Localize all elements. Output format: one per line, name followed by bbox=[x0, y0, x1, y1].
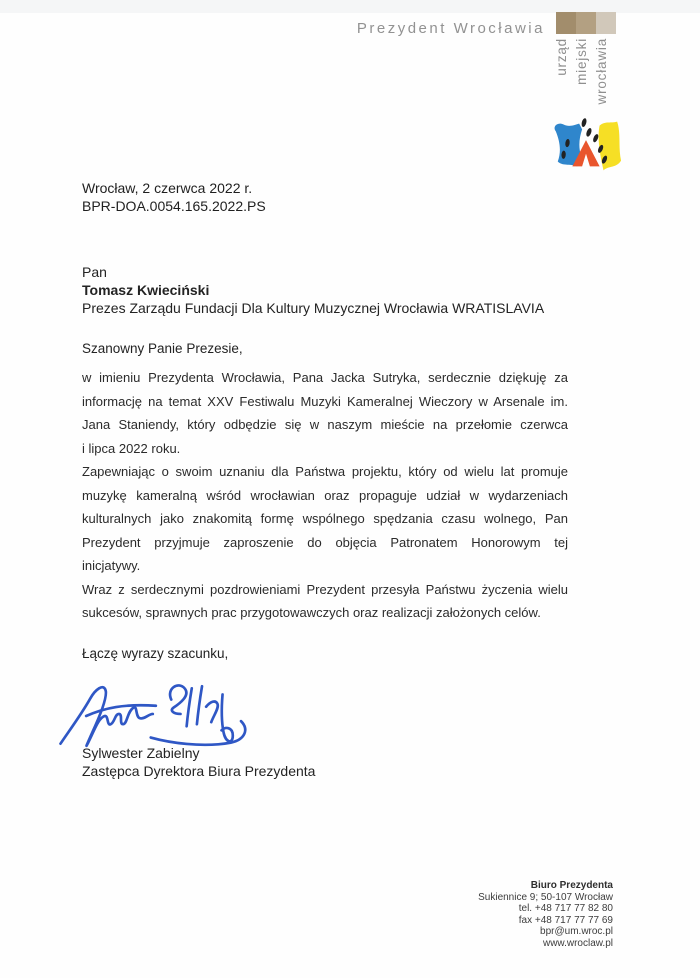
footer-email: bpr@um.wroc.pl bbox=[540, 926, 613, 937]
recipient-title: Prezes Zarządu Fundacji Dla Kultury Muzycznej Wrocławia WRATISLAVIA bbox=[82, 300, 545, 316]
body-line: Zapewniając o swoim uznaniu dla Państwa projektu, który od wielu lat promuje bbox=[82, 464, 568, 479]
greeting-line: Szanowny Panie Prezesie, bbox=[82, 341, 243, 356]
signature-svg bbox=[56, 676, 266, 756]
footer-department: Biuro Prezydenta bbox=[530, 880, 613, 891]
color-strip-segment-3 bbox=[596, 12, 616, 34]
recipient-block bbox=[82, 263, 544, 317]
wroclaw-city-logo-icon bbox=[549, 116, 623, 179]
vertical-word-miejski: miejski bbox=[574, 38, 589, 85]
recipient-prefix: Pan bbox=[82, 264, 107, 280]
place-and-date: Wrocław, 2 czerwca 2022 r. bbox=[82, 180, 253, 196]
recipient-name: Tomasz Kwieciński bbox=[82, 282, 210, 298]
signer-title: Zastępca Dyrektora Biura Prezydenta bbox=[82, 763, 316, 779]
sender-office-title: Prezydent Wrocławia bbox=[356, 20, 545, 37]
footer-website: www.wroclaw.pl bbox=[542, 937, 613, 949]
footer-contact-block bbox=[478, 880, 613, 949]
office-vertical-wordmark bbox=[555, 38, 615, 104]
header-color-strip bbox=[556, 12, 616, 34]
wroclaw-logo-svg bbox=[549, 116, 623, 174]
body-line: informację na temat XXV Festiwalu Muzyki Kameralnej Wieczory w Arsenale im. bbox=[82, 393, 568, 409]
signer-name: Sylwester Zabielny bbox=[82, 745, 200, 761]
color-strip-segment-1 bbox=[556, 12, 576, 34]
color-strip-segment-2 bbox=[576, 12, 596, 34]
body-line: kulturalnych jako znakomitą formę wspólnego spędzania czasu wolnego, Pan bbox=[82, 511, 568, 526]
letter-body bbox=[82, 366, 568, 625]
vertical-word-wroclawia: wrocławia bbox=[594, 38, 609, 105]
body-line: sukcesów, sprawnych prac przygotowawczych oraz realizacji założonych celów. bbox=[82, 605, 541, 620]
body-line: muzykę kameralną wśród wrocławian oraz propaguje udział w wydarzeniach bbox=[82, 487, 568, 503]
closing-line: Łączę wyrazy szacunku, bbox=[82, 646, 229, 661]
body-line: Jana Staniendy, który odbędzie się w naszym mieście na przełomie czerwca bbox=[82, 417, 568, 432]
footer-tel: tel. +48 717 77 82 80 bbox=[518, 903, 613, 914]
body-line: inicjatywy. bbox=[82, 558, 141, 573]
reference-number: BPR-DOA.0054.165.2022.PS bbox=[82, 198, 266, 214]
footer-address: Sukiennice 9; 50-107 Wrocław bbox=[478, 891, 613, 903]
body-line: w imieniu Prezydenta Wrocławia, Pana Jacka Sutryka, serdecznie dziękuję za bbox=[82, 370, 568, 385]
date-reference-block bbox=[82, 179, 266, 215]
vertical-word-urzad: urząd bbox=[554, 38, 569, 76]
body-line: i lipca 2022 roku. bbox=[82, 440, 181, 456]
body-line: Wraz z serdecznymi pozdrowieniami Prezydent przesyła Państwu życzenia wielu bbox=[82, 581, 568, 597]
footer-fax: fax +48 717 77 77 69 bbox=[518, 914, 613, 926]
body-line: Prezydent przyjmuje zaproszenie do objęcia Patronatem Honorowym tej bbox=[82, 534, 568, 550]
